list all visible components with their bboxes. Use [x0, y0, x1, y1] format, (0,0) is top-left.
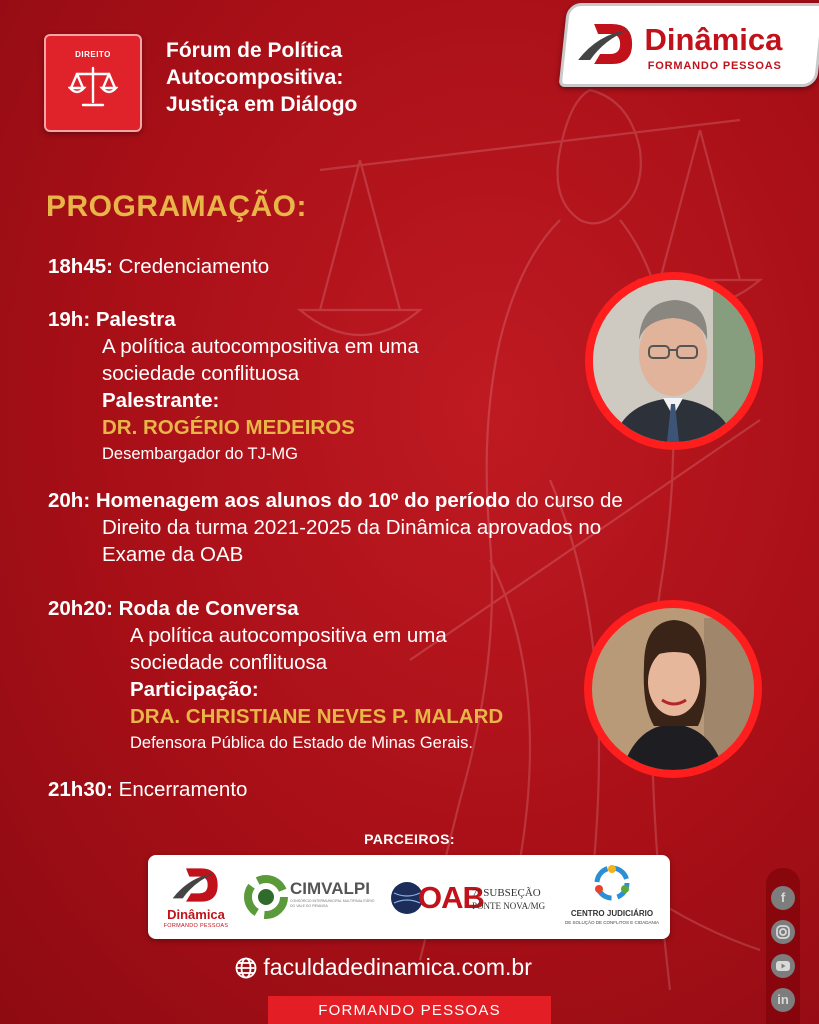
scales-icon — [68, 62, 118, 112]
globe-icon — [235, 957, 257, 979]
participant-role-label: Participação: — [130, 678, 259, 701]
facebook-icon[interactable]: f — [771, 886, 795, 910]
footer-banner: FORMANDO PESSOAS — [268, 996, 551, 1024]
speaker-photo-christiane — [584, 600, 762, 778]
partner-cimvalpi-name: CIMVALPI — [290, 879, 370, 898]
partner-dinamica-logo — [160, 863, 232, 933]
time-label: 19h: — [48, 308, 91, 331]
program-item-palestra — [48, 306, 419, 465]
time-label: 20h20: — [48, 597, 113, 620]
item-desc-line-2: sociedade conflituosa — [130, 651, 328, 674]
time-label: 21h30: — [48, 778, 113, 801]
item-text-tail: do curso de — [510, 489, 623, 512]
item-text: Encerramento — [118, 778, 248, 801]
dinamica-d-mark-icon — [168, 865, 224, 905]
item-line-2: Direito da turma 2021-2025 da Dinâmica aprovados no — [102, 516, 602, 539]
woman-portrait-icon — [592, 608, 754, 770]
linkedin-icon[interactable]: in — [771, 988, 795, 1012]
item-desc-line-1: A política autocompositiva em uma — [130, 624, 447, 647]
program-item-credenciamento — [48, 253, 269, 280]
website-url[interactable]: faculdadedinamica.com.br — [263, 954, 532, 980]
partner-dinamica-name: Dinâmica — [167, 907, 225, 922]
time-label: 18h45: — [48, 255, 113, 278]
badge-label: DIREITO — [75, 50, 111, 59]
speaker-name: DR. ROGÉRIO MEDEIROS — [102, 416, 355, 439]
participant-name: DRA. CHRISTIANE NEVES P. MALARD — [130, 705, 504, 728]
program-item-roda-de-conversa — [48, 595, 503, 754]
title-line-3: Justiça em Diálogo — [166, 93, 358, 116]
title-line-2: Autocompositiva: — [166, 66, 344, 89]
partner-oab-logo — [390, 877, 558, 921]
partner-dinamica-tag: FORMANDO PESSOAS — [163, 923, 229, 929]
partner-cejusc-sub: DE SOLUÇÃO DE CONFLITOS E CIDADANIA — [565, 920, 659, 925]
dinamica-logo — [559, 3, 819, 87]
partner-cejusc-name: CENTRO JUDICIÁRIO — [570, 909, 654, 918]
website[interactable] — [235, 954, 532, 981]
partners-box — [148, 855, 670, 939]
item-title: Palestra — [95, 308, 176, 331]
speaker-position: Desembargador do TJ-MG — [102, 445, 298, 463]
partner-oab-subsection: 7ª SUBSEÇÃO — [472, 887, 541, 899]
item-text: Credenciamento — [118, 255, 270, 278]
partner-cejusc-logo — [562, 863, 662, 933]
speaker-photo-rogerio — [585, 272, 763, 450]
cimvalpi-emblem-icon — [244, 875, 288, 919]
dinamica-tagline: FORMANDO PESSOAS — [647, 60, 782, 72]
event-title — [166, 37, 357, 118]
instagram-icon[interactable] — [771, 920, 795, 944]
participant-position: Defensora Pública do Estado de Minas Gerais. — [130, 734, 474, 752]
program-item-encerramento — [48, 776, 247, 803]
title-line-1: Fórum de Política — [166, 39, 343, 62]
item-desc-line-1: A política autocompositiva em uma — [102, 335, 419, 358]
program-heading: PROGRAMAÇÃO: — [46, 190, 307, 223]
partner-cimvalpi-sub: CONSÓRCIO INTERMUNICIPAL MULTIFINALITÁRIO DO VALE DO PIRANGA — [290, 899, 375, 908]
item-line-3: Exame da OAB — [102, 543, 244, 566]
item-bold-text: Homenagem aos alunos do 10º do período — [95, 489, 510, 512]
speaker-role-label: Palestrante: — [102, 389, 220, 412]
dinamica-d-mark-icon — [576, 20, 636, 68]
direito-badge — [44, 34, 142, 132]
partner-oab-name: OAB — [418, 880, 484, 915]
time-label: 20h: — [48, 489, 91, 512]
man-portrait-icon — [593, 280, 755, 442]
youtube-icon[interactable] — [771, 954, 795, 978]
partners-label: PARCEIROS: — [364, 831, 455, 847]
item-title: Roda de Conversa — [118, 597, 299, 620]
dinamica-name: Dinâmica — [644, 22, 783, 57]
partner-cimvalpi-logo — [244, 875, 376, 919]
item-desc-line-2: sociedade conflituosa — [102, 362, 300, 385]
program-item-homenagem — [48, 487, 623, 568]
people-circle-icon — [592, 863, 632, 903]
social-bar — [766, 868, 800, 1024]
partner-oab-city: PONTE NOVA/MG — [472, 901, 546, 911]
